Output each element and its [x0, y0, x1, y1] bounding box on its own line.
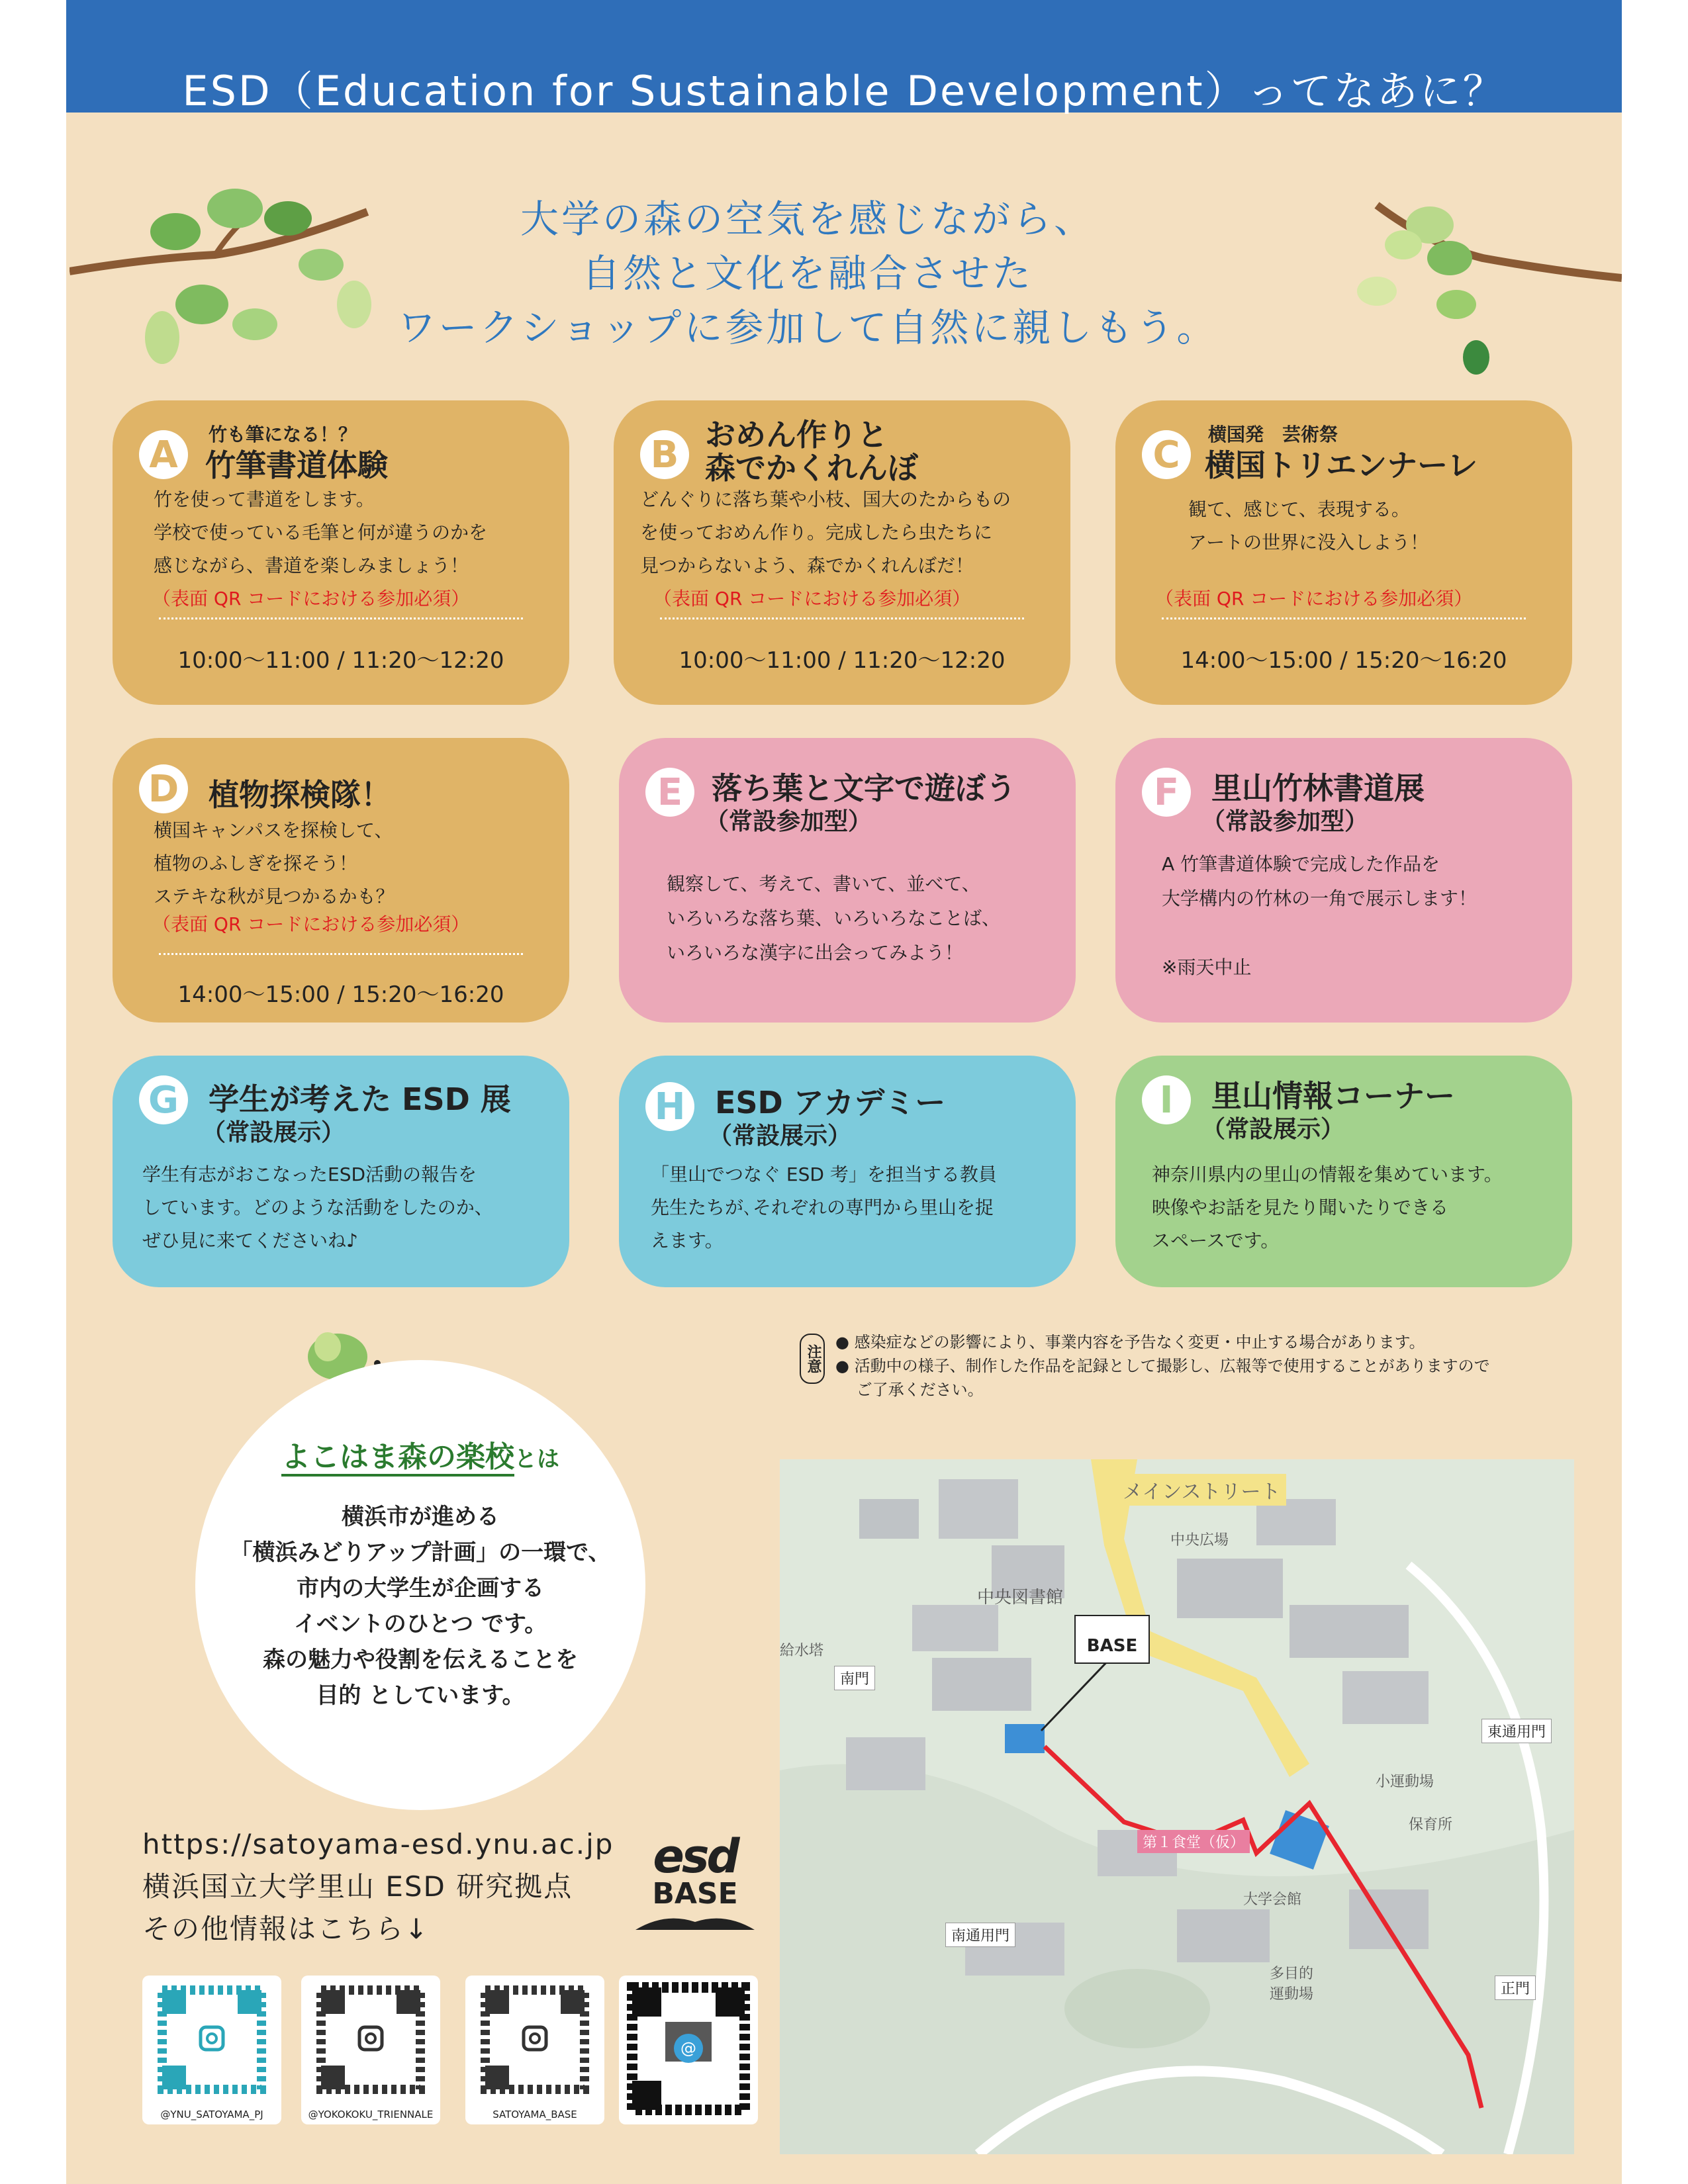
- qr-code-mail[interactable]: [619, 1976, 758, 2124]
- card-time: 10:00〜11:00 / 11:20〜12:20: [679, 647, 1006, 674]
- card-c: [1115, 400, 1572, 705]
- branch-left-icon: [70, 172, 374, 384]
- main-street-label: メインストリート: [1117, 1474, 1286, 1506]
- branch-right-icon: [1317, 192, 1622, 390]
- card-letter: A: [139, 430, 188, 479]
- org-name: 横浜国立大学里山 ESD 研究拠点: [142, 1870, 573, 1903]
- esd-base-logo: esd BASE: [632, 1833, 758, 1933]
- card-b: [614, 400, 1070, 705]
- card-letter: E: [645, 768, 694, 817]
- card-title: 里山竹林書道展: [1211, 770, 1425, 806]
- divider: [159, 617, 523, 619]
- card-g: [113, 1056, 569, 1287]
- card-f: [1115, 738, 1572, 1023]
- card-body: 「里山でつなぐ ESD 考」を担当する教員 先生たちが､それぞれの専門から里山を捉 えます。: [651, 1163, 997, 1251]
- divider: [159, 953, 523, 955]
- website-link[interactable]: https://satoyama-esd.ynu.ac.jp: [142, 1828, 614, 1860]
- card-subtitle: （常設展示）: [1201, 1116, 1345, 1143]
- nursery-label: 保育所: [1409, 1817, 1453, 1833]
- card-body: 観察して、考えて、書いて、並べて、 いろいろな落ち葉、いろいろなことば、 いろいろな漢字に出会ってみよう！: [667, 873, 1001, 964]
- cafeteria-label: 第１食堂（仮）: [1137, 1830, 1250, 1853]
- card-note: （表面 QR コードにおける参加必須）: [152, 913, 470, 935]
- card-d: [113, 738, 569, 1023]
- card-letter: I: [1142, 1075, 1191, 1124]
- south-gate-label: 南門: [834, 1666, 875, 1690]
- qr-code-instagram-ynu[interactable]: [142, 1976, 281, 2124]
- card-subtitle: （常設参加型）: [705, 808, 872, 835]
- card-title: 横国トリエンナーレ: [1205, 447, 1478, 483]
- qr-pattern-icon: [142, 1976, 281, 2101]
- card-title: 落ち葉と文字で遊ぼう: [712, 770, 1016, 806]
- campus-map[interactable]: [780, 1459, 1574, 2154]
- card-body: 神奈川県内の里山の情報を集めています。 映像やお話を見たり聞いたりできる スペースです。: [1152, 1163, 1503, 1251]
- qr-caption: @YNU_SATOYAMA_PJ: [160, 2109, 263, 2120]
- water-tower-label: 給水塔: [780, 1643, 824, 1659]
- card-note: （表面 QR コードにおける参加必須）: [1155, 588, 1473, 610]
- card-body: どんぐりに落ち葉や小枝、国大のたからもの を使っておめん作り。完成したら虫たちに 見つからないよう、森でかくれんぼだ！: [640, 488, 1011, 576]
- library-label: 中央図書館: [977, 1588, 1064, 1608]
- notice-text: ● 感染症などの影響により、事業内容を予告なく変更・中止する場合があります。 ● 活動中の様子、制作した作品を記録として撮影し、広報等で使用することがありますので ご了承ください。: [835, 1333, 1490, 1399]
- card-body: 学生有志がおこなったESD活動の報告を しています。どのような活動をしたのか、 ぜひ見に来てくださいね♪: [142, 1163, 493, 1251]
- card-note: （表面 QR コードにおける参加必須）: [152, 588, 470, 610]
- card-subtitle: （常設参加型）: [1201, 808, 1369, 835]
- university-hall-label: 大学会館: [1243, 1891, 1302, 1908]
- card-subtitle: 竹も筆になる！？: [209, 424, 357, 445]
- east-gate-label: 東通用門: [1481, 1719, 1552, 1743]
- divider: [660, 617, 1024, 619]
- central-plaza-label: 中央広場: [1170, 1532, 1229, 1549]
- card-body: 横国キャンパスを探検して、 植物のふしぎを探そう！ ステキな秋が見つかるかも？: [154, 819, 395, 907]
- card-title-line1: おめん作りと: [705, 417, 888, 453]
- svg-text:@: @: [680, 2039, 696, 2058]
- card-title: 里山情報コーナー: [1211, 1078, 1455, 1114]
- card-letter: B: [640, 430, 689, 479]
- card-time: 10:00〜11:00 / 11:20〜12:20: [177, 647, 504, 674]
- qr-caption: @YOKOKOKU_TRIENNALE: [308, 2109, 434, 2120]
- header-title: ESD（Education for Sustainable Development）ってなあに？: [182, 67, 1506, 115]
- qr-code-instagram-base[interactable]: [465, 1976, 604, 2124]
- qr-caption: SATOYAMA_BASE: [492, 2109, 577, 2120]
- card-title-line2: 森でかくれんぼ: [705, 450, 918, 486]
- card-letter: C: [1142, 430, 1191, 479]
- card-subtitle: （常設展示）: [708, 1122, 852, 1150]
- qr-pattern-icon: [619, 1976, 758, 2121]
- map-base-icon: [780, 1459, 1574, 2154]
- card-body: A 竹筆書道体験で完成した作品を 大学構内の竹林の一角で展示します！ ※雨天中止: [1162, 853, 1477, 978]
- card-title: 竹筆書道体験: [205, 447, 388, 483]
- card-subtitle: （常設展示）: [202, 1119, 346, 1146]
- card-letter: H: [645, 1082, 694, 1131]
- main-gate-label: 正門: [1495, 1976, 1536, 2000]
- card-title: ESD アカデミー: [715, 1085, 946, 1120]
- map-esd-logo: BASE: [1074, 1615, 1150, 1664]
- divider: [1162, 617, 1526, 619]
- card-letter: G: [139, 1075, 188, 1124]
- qr-code-instagram-triennale[interactable]: [301, 1976, 440, 2124]
- multipurpose-field-label: 多目的運動場: [1270, 1966, 1314, 2003]
- small-field-label: 小運動場: [1376, 1774, 1434, 1790]
- card-letter: D: [139, 764, 188, 813]
- card-title: 植物探検隊！: [209, 777, 391, 813]
- card-title: 学生が考えた ESD 展: [209, 1081, 511, 1117]
- qr-pattern-icon: [465, 1976, 604, 2101]
- south-service-gate-label: 南通用門: [945, 1923, 1015, 1947]
- card-a: [113, 400, 569, 705]
- card-i: [1115, 1056, 1572, 1287]
- info-block: [142, 1823, 614, 1950]
- card-time: 14:00〜15:00 / 15:20〜16:20: [177, 981, 504, 1008]
- lead-text: 大学の森の空気を感じながら、 自然と文化を融合させた ワークショップに参加して自然に親しもう。: [397, 197, 1218, 350]
- card-note: （表面 QR コードにおける参加必須）: [653, 588, 971, 610]
- qr-pattern-icon: [301, 1976, 440, 2101]
- more-info: その他情報はこちら↓: [142, 1913, 430, 1945]
- card-body: 観て、感じて、表現する。 アートの世界に没入しよう！: [1188, 498, 1429, 553]
- card-e: [619, 738, 1076, 1023]
- card-time: 14:00〜15:00 / 15:20〜16:20: [1180, 647, 1507, 674]
- card-subtitle: 横国発 芸術祭: [1208, 424, 1338, 445]
- about-body: 横浜市が進める 「横浜みどりアップ計画」の一環で、 市内の大学生が企画する イベントのひとつ です。 森の魅力や役割を伝えることを 目的 としています。: [230, 1504, 611, 1709]
- about-heading: よこはま森の楽校とは: [195, 1433, 645, 1475]
- card-letter: F: [1142, 768, 1191, 817]
- notice-mark: 注意: [800, 1334, 825, 1384]
- about-circle: [195, 1360, 645, 1810]
- card-body: 竹を使って書道をします。 学校で使っている毛筆と何が違うのかを 感じながら、書道を楽しみましょう！: [154, 488, 488, 576]
- card-h: [619, 1056, 1076, 1287]
